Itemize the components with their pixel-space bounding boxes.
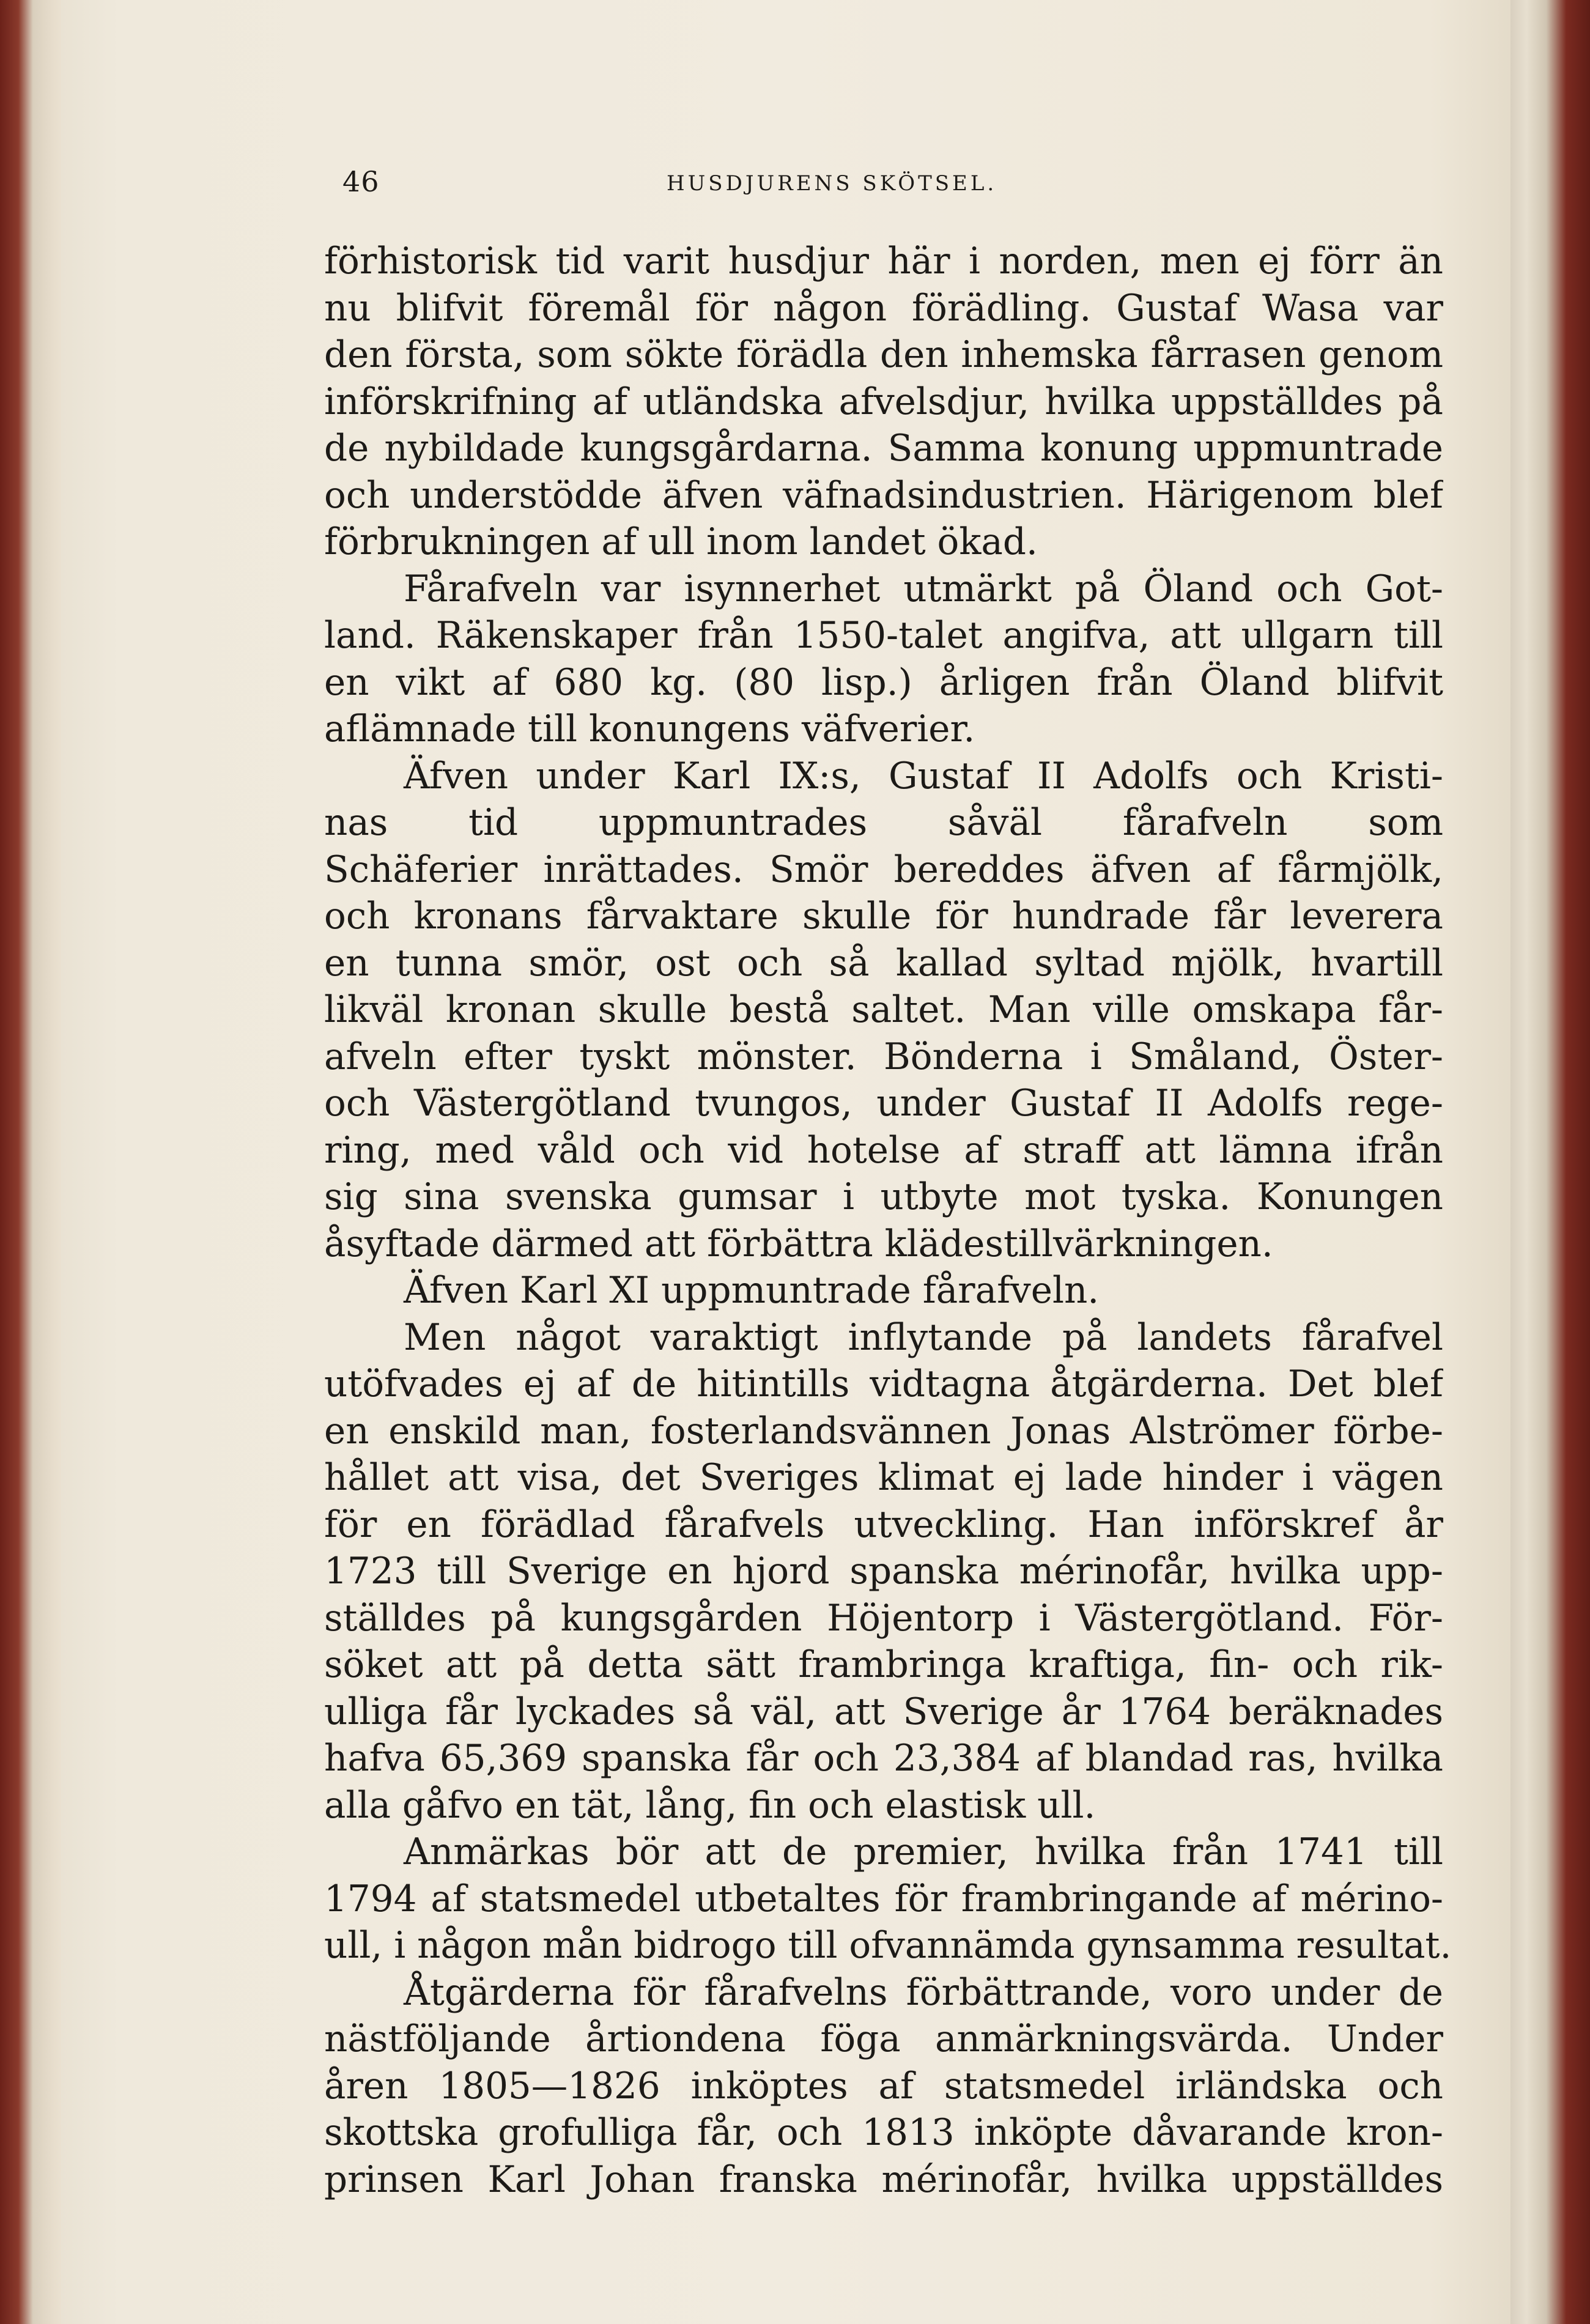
text-line: nu blifvit föremål för någon förädling. Gustaf Wasa var xyxy=(324,287,1443,330)
text-line: utöfvades ej af de hitintills vidtagna åtgärderna. Det blef xyxy=(324,1363,1443,1405)
body-text xyxy=(324,239,1452,2204)
text-line: ring, med våld och vid hotelse af straff att lämna ifrån xyxy=(324,1129,1443,1172)
text-line: och Västergötland tvungos, under Gustaf II Adolfs rege- xyxy=(324,1082,1443,1125)
text-line: nas tid uppmuntrades såväl fårafveln som xyxy=(324,802,1443,844)
text-line: afveln efter tyskt mönster. Bönderna i Småland, Öster- xyxy=(324,1035,1443,1078)
text-line: hållet att visa, det Sveriges klimat ej lade hinder i vägen xyxy=(324,1457,1443,1499)
text-line: förhistorisk tid varit husdjur här i norden, men ej förr än xyxy=(324,240,1443,283)
text-line: hafva 65,369 spanska får och 23,384 af blandad ras, hvilka xyxy=(324,1737,1443,1780)
text-line: Anmärkas bör att de premier, hvilka från 1741 till xyxy=(404,1831,1443,1873)
text-line: för en förädlad fårafvels utveckling. Han införskref år xyxy=(324,1503,1443,1546)
text-line: och understödde äfven väfnadsindustrien. Härigenom blef xyxy=(324,474,1443,517)
text-line: införskrifning af utländska afvelsdjur, hvilka uppställdes på xyxy=(324,380,1443,423)
text-line: söket att på detta sätt frambringa kraftiga, fin- och rik- xyxy=(324,1644,1443,1686)
book-edge-right xyxy=(1511,0,1590,2324)
text-line: ull, i någon mån bidrogo till ofvannämda gynsamma resultat. xyxy=(324,1925,1452,1967)
text-line: Åtgärderna för fårafvelns förbättrande, voro under de xyxy=(404,1971,1443,2014)
text-line: den första, som sökte förädla den inhemska fårrasen genom xyxy=(324,334,1443,376)
text-line: likväl kronan skulle bestå saltet. Man ville omskapa får- xyxy=(324,989,1443,1031)
text-line: och kronans fårvaktare skulle för hundrade får leverera xyxy=(324,895,1443,938)
text-line: 1794 af statsmedel utbetaltes för frambringande af mérino- xyxy=(324,1878,1443,1920)
page-header xyxy=(342,165,1443,214)
text-line: land. Räkenskaper från 1550-talet angifva, att ullgarn till xyxy=(324,615,1443,657)
running-title: HUSDJURENS SKÖTSEL. xyxy=(667,171,997,196)
text-line: Men något varaktigt inflytande på landets fårafvel xyxy=(404,1316,1443,1359)
text-line: 1723 till Sverige en hjord spanska mérinofår, hvilka upp- xyxy=(324,1550,1443,1593)
text-line: en enskild man, fosterlandsvännen Jonas Alströmer förbe- xyxy=(324,1410,1443,1452)
text-line: sig sina svenska gumsar i utbyte mot tyska. Konungen xyxy=(324,1176,1443,1218)
text-line: aflämnade till konungens väfverier. xyxy=(324,708,975,750)
text-line: ulliga får lyckades så väl, att Sverige år 1764 beräknades xyxy=(324,1690,1443,1733)
text-line: skottska grofulliga får, och 1813 inköpte dåvarande kron- xyxy=(324,2112,1443,2154)
text-line: förbrukningen af ull inom landet ökad. xyxy=(324,521,1038,563)
text-line: en tunna smör, ost och så kallad syltad mjölk, hvartill xyxy=(324,942,1443,985)
text-line: ställdes på kungsgården Höjentorp i Västergötland. För- xyxy=(324,1597,1443,1640)
text-line: åsyftade därmed att förbättra klädestillvärkningen. xyxy=(324,1223,1273,1265)
text-line: alla gåfvo en tät, lång, fin och elastisk ull. xyxy=(324,1784,1096,1827)
page-number: 46 xyxy=(342,165,380,198)
text-line: prinsen Karl Johan franska mérinofår, hvilka uppställdes xyxy=(324,2158,1443,2201)
text-line: nästföljande årtiondena föga anmärkningsvärda. Under xyxy=(324,2018,1443,2060)
text-line: Äfven under Karl IX:s, Gustaf II Adolfs och Kristi- xyxy=(404,755,1443,797)
text-line: en vikt af 680 kg. (80 lisp.) årligen från Öland blifvit xyxy=(324,661,1443,704)
text-line: åren 1805—1826 inköptes af statsmedel irländska och xyxy=(324,2065,1443,2108)
text-line: Äfven Karl XI uppmuntrade fårafveln. xyxy=(404,1270,1100,1312)
text-line: Fårafveln var isynnerhet utmärkt på Öland och Got- xyxy=(404,568,1443,610)
text-line: Schäferier inrättades. Smör bereddes äfven af fårmjölk, xyxy=(324,848,1443,891)
text-line: de nybildade kungsgårdarna. Samma konung uppmuntrade xyxy=(324,427,1443,470)
